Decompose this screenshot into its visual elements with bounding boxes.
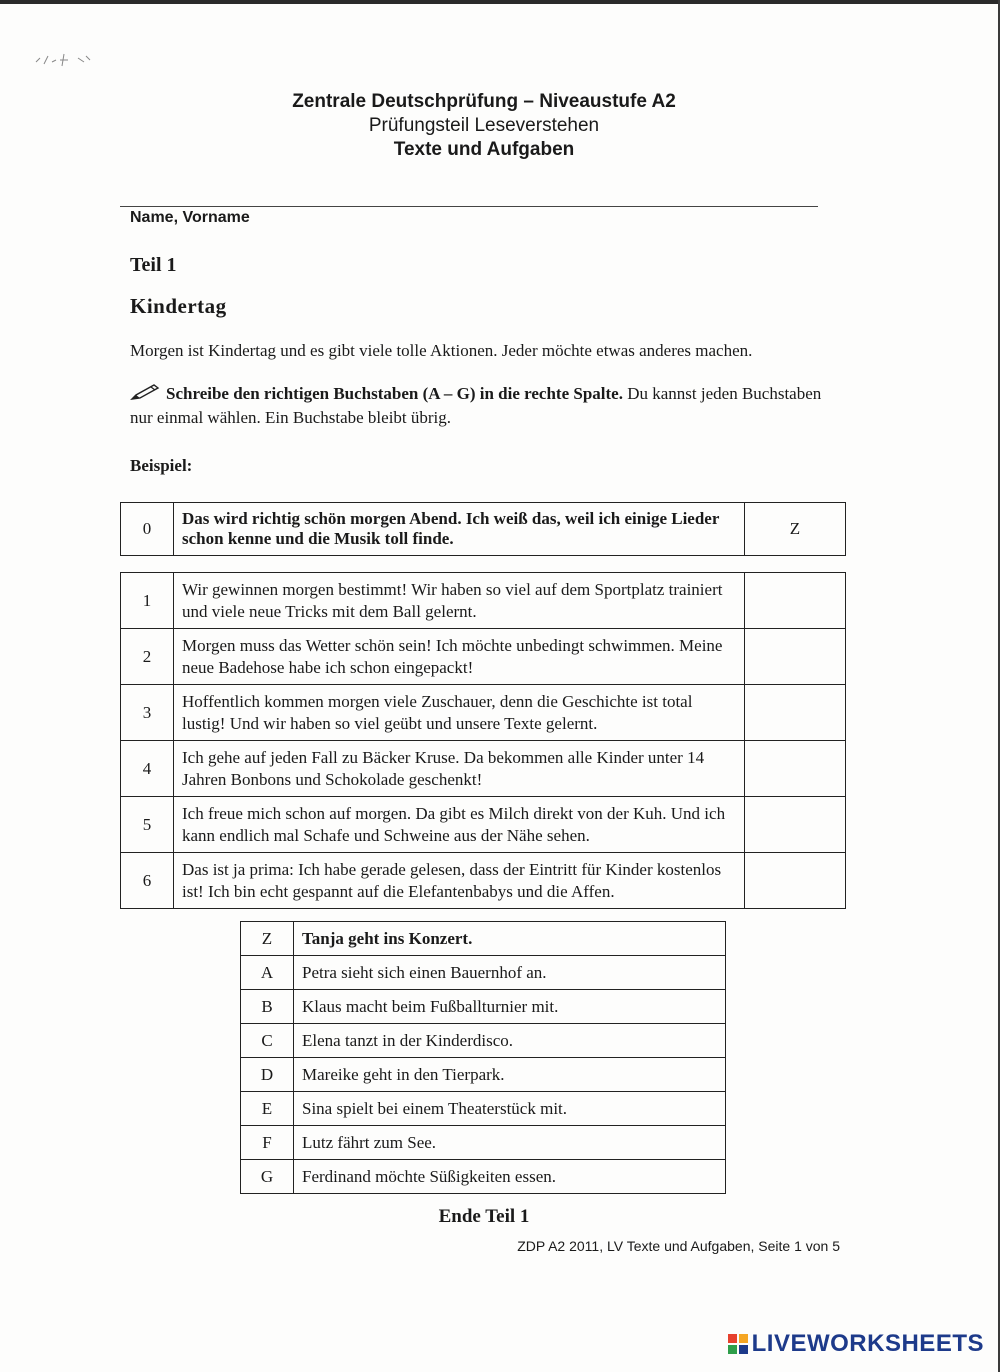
option-text: Ferdinand möchte Süßigkeiten essen. <box>294 1160 726 1194</box>
options-table <box>240 921 726 1194</box>
exam-part: Prüfungsteil Leseverstehen <box>368 115 600 136</box>
option-letter: D <box>241 1058 294 1092</box>
example-text: Das wird richtig schön morgen Abend. Ich weiß das, weil ich einige Lieder schon kenne und die Musik toll finde. <box>174 503 745 556</box>
option-text: Lutz fährt zum See. <box>294 1126 726 1160</box>
statement-number: 6 <box>121 853 174 909</box>
answer-cell-1[interactable] <box>745 573 846 629</box>
option-row <box>241 1126 726 1160</box>
option-text: Mareike geht in den Tierpark. <box>294 1058 726 1092</box>
option-text: Tanja geht ins Konzert. <box>294 922 726 956</box>
statement-number: 4 <box>121 741 174 797</box>
pencil-icon <box>130 383 160 407</box>
instruction-text <box>130 383 830 429</box>
logo-square <box>728 1345 737 1354</box>
option-text: Petra sieht sich einen Bauernhof an. <box>294 956 726 990</box>
liveworksheets-logo[interactable] <box>728 1330 984 1358</box>
logo-square <box>739 1334 748 1343</box>
logo-square <box>739 1345 748 1354</box>
instruction-normal: Du kannst jeden Buchstaben nur einmal wählen. Ein Buchstabe bleibt übrig. <box>130 384 822 427</box>
statements-table <box>120 572 846 909</box>
option-letter: C <box>241 1024 294 1058</box>
statement-row-6 <box>121 853 846 909</box>
scan-top-edge <box>0 0 1000 4</box>
logo-wordmark: LIVEWORKSHEETS <box>751 1330 984 1357</box>
statement-row-5 <box>121 797 846 853</box>
answer-cell-3[interactable] <box>745 685 846 741</box>
part-heading: Teil 1 <box>130 254 177 276</box>
example-label: Beispiel: <box>130 456 193 475</box>
option-letter: A <box>241 956 294 990</box>
option-letter: Z <box>241 922 294 956</box>
name-field-label: Name, Vorname <box>130 209 250 226</box>
option-text: Sina spielt bei einem Theaterstück mit. <box>294 1092 726 1126</box>
option-row <box>241 990 726 1024</box>
answer-cell-5[interactable] <box>745 797 846 853</box>
statement-row-4 <box>121 741 846 797</box>
statement-number: 1 <box>121 573 174 629</box>
answer-cell-6[interactable] <box>745 853 846 909</box>
answer-cell-4[interactable] <box>745 741 846 797</box>
statement-text: Ich gehe auf jeden Fall zu Bäcker Kruse. Da bekommen alle Kinder unter 14 Jahren Bonbons und Schokolade geschenkt! <box>174 741 745 797</box>
option-letter: F <box>241 1126 294 1160</box>
text-title: Kindertag <box>130 294 227 318</box>
option-text: Klaus macht beim Fußballturnier mit. <box>294 990 726 1024</box>
statement-number: 2 <box>121 629 174 685</box>
statement-number: 5 <box>121 797 174 853</box>
statement-text: Wir gewinnen morgen bestimmt! Wir haben so viel auf dem Sportplatz trainiert und viele neue Tricks mit dem Ball gelernt. <box>174 573 745 629</box>
option-letter: G <box>241 1160 294 1194</box>
page-footer: ZDP A2 2011, LV Texte und Aufgaben, Seite 1 von 5 <box>517 1238 840 1254</box>
statement-number: 3 <box>121 685 174 741</box>
section-end: Ende Teil 1 <box>438 1206 530 1227</box>
statement-text: Ich freue mich schon auf morgen. Da gibt es Milch direkt von der Kuh. Und ich kann endlich mal Schafe und Schweine aus der Nähe sehen. <box>174 797 745 853</box>
exam-title: Zentrale Deutschprüfung – Niveaustufe A2 <box>292 91 676 112</box>
name-field-line <box>120 206 818 207</box>
option-row <box>241 956 726 990</box>
option-row <box>241 1092 726 1126</box>
scan-mark <box>34 48 94 72</box>
example-answer: Z <box>745 503 846 556</box>
option-row <box>241 1058 726 1092</box>
statement-text: Das ist ja prima: Ich habe gerade gelesen, dass der Eintritt für Kinder kostenlos ist! Ich bin echt gespannt auf die Elefantenbabys und die Affen. <box>174 853 745 909</box>
option-row <box>241 922 726 956</box>
example-row <box>121 503 846 556</box>
instruction-bold: Schreibe den richtigen Buchstaben (A – G) in die rechte Spalte. <box>166 384 623 403</box>
option-text: Elena tanzt in der Kinderdisco. <box>294 1024 726 1058</box>
option-letter: E <box>241 1092 294 1126</box>
document-header <box>0 90 968 162</box>
statement-text: Hoffentlich kommen morgen viele Zuschauer, denn die Geschichte ist total lustig! Und wir haben so viel geübt und unsere Texte gelernt. <box>174 685 745 741</box>
statement-row-2 <box>121 629 846 685</box>
statement-row-1 <box>121 573 846 629</box>
option-row <box>241 1160 726 1194</box>
exam-subtitle: Texte und Aufgaben <box>393 139 575 160</box>
logo-icon <box>728 1334 748 1354</box>
statement-row-3 <box>121 685 846 741</box>
example-table <box>120 502 846 556</box>
statement-text: Morgen muss das Wetter schön sein! Ich möchte unbedingt schwimmen. Meine neue Badehose habe ich schon eingepackt! <box>174 629 745 685</box>
intro-text: Morgen ist Kindertag und es gibt viele tolle Aktionen. Jeder möchte etwas anderes machen. <box>130 341 753 360</box>
logo-square <box>728 1334 737 1343</box>
option-row <box>241 1024 726 1058</box>
answer-cell-2[interactable] <box>745 629 846 685</box>
option-letter: B <box>241 990 294 1024</box>
example-number: 0 <box>121 503 174 556</box>
